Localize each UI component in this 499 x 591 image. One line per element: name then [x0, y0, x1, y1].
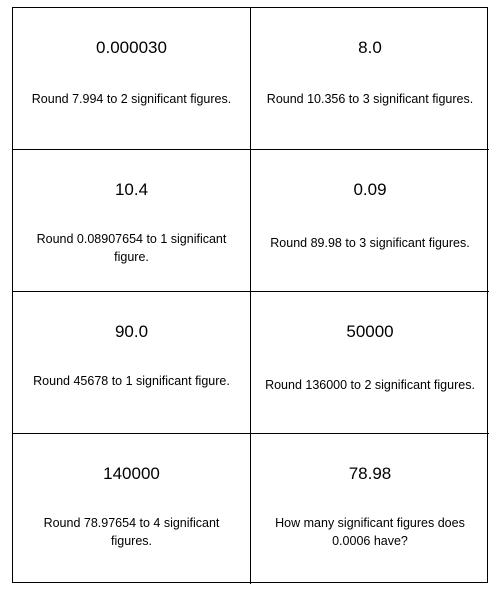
card-question: Round 78.97654 to 4 significant figures. — [43, 516, 220, 548]
card-6 — [251, 292, 489, 434]
card-answer: 50000 — [346, 322, 394, 341]
card-4 — [251, 150, 489, 292]
card-answer: 0.09 — [353, 180, 387, 199]
card-question: Round 10.356 to 3 significant figures. — [266, 92, 474, 106]
card-answer: 8.0 — [358, 38, 382, 57]
card-question: Round 7.994 to 2 significant figures. — [31, 92, 232, 106]
card-question: Round 89.98 to 3 significant figures. — [270, 236, 470, 250]
card-5 — [13, 292, 251, 434]
card-grid — [12, 7, 488, 583]
card-question: How many significant figures does 0.0006 have? — [275, 516, 465, 548]
card-8 — [251, 434, 489, 584]
card-1 — [13, 8, 251, 150]
card-answer: 90.0 — [114, 322, 149, 341]
card-answer: 10.4 — [114, 180, 149, 199]
card-7 — [13, 434, 251, 584]
card-question: Round 0.08907654 to 1 significant figure. — [36, 232, 227, 264]
card-answer: 78.98 — [348, 464, 392, 483]
card-answer: 0.000030 — [96, 38, 167, 57]
card-question: Round 45678 to 1 significant figure. — [33, 374, 230, 388]
card-2 — [251, 8, 489, 150]
card-3 — [13, 150, 251, 292]
card-answer: 140000 — [103, 464, 160, 483]
card-question: Round 136000 to 2 significant figures. — [265, 378, 475, 392]
